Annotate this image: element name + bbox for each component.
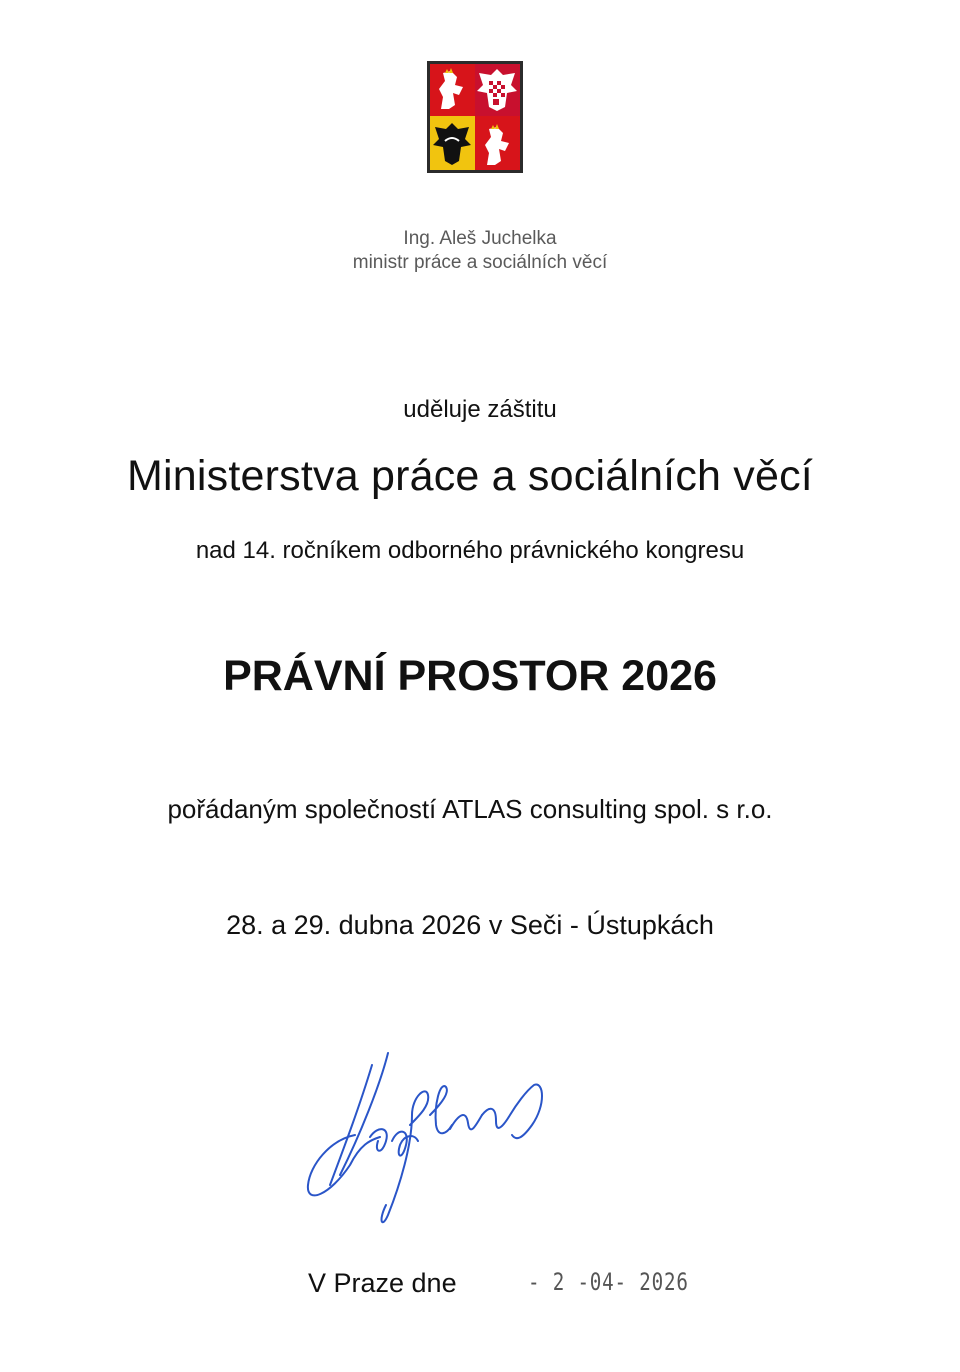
congress-description: nad 14. ročníkem odborného právnického kongresu [195, 537, 745, 564]
organizer-text: pořádaným společností ATLAS consulting spol. s r.o. [167, 794, 773, 824]
minister-name: Ing. Aleš Juchelka [403, 228, 557, 249]
place-and-date-label: V Praze dne [308, 1268, 457, 1298]
date-stamp: - 2 -04- 2026 [528, 1268, 689, 1296]
event-dates: 28. a 29. dubna 2026 v Seči - Ústupkách [226, 910, 714, 940]
czech-coat-of-arms-icon [427, 61, 523, 173]
ministry-name: Ministerstva práce a sociálních věcí [127, 452, 813, 500]
handwritten-signature [300, 1045, 570, 1235]
minister-role: ministr práce a sociálních věcí [352, 252, 608, 273]
grants-patronage-text: uděluje záštitu [403, 396, 557, 423]
event-name: PRÁVNÍ PROSTOR 2026 [223, 652, 717, 700]
